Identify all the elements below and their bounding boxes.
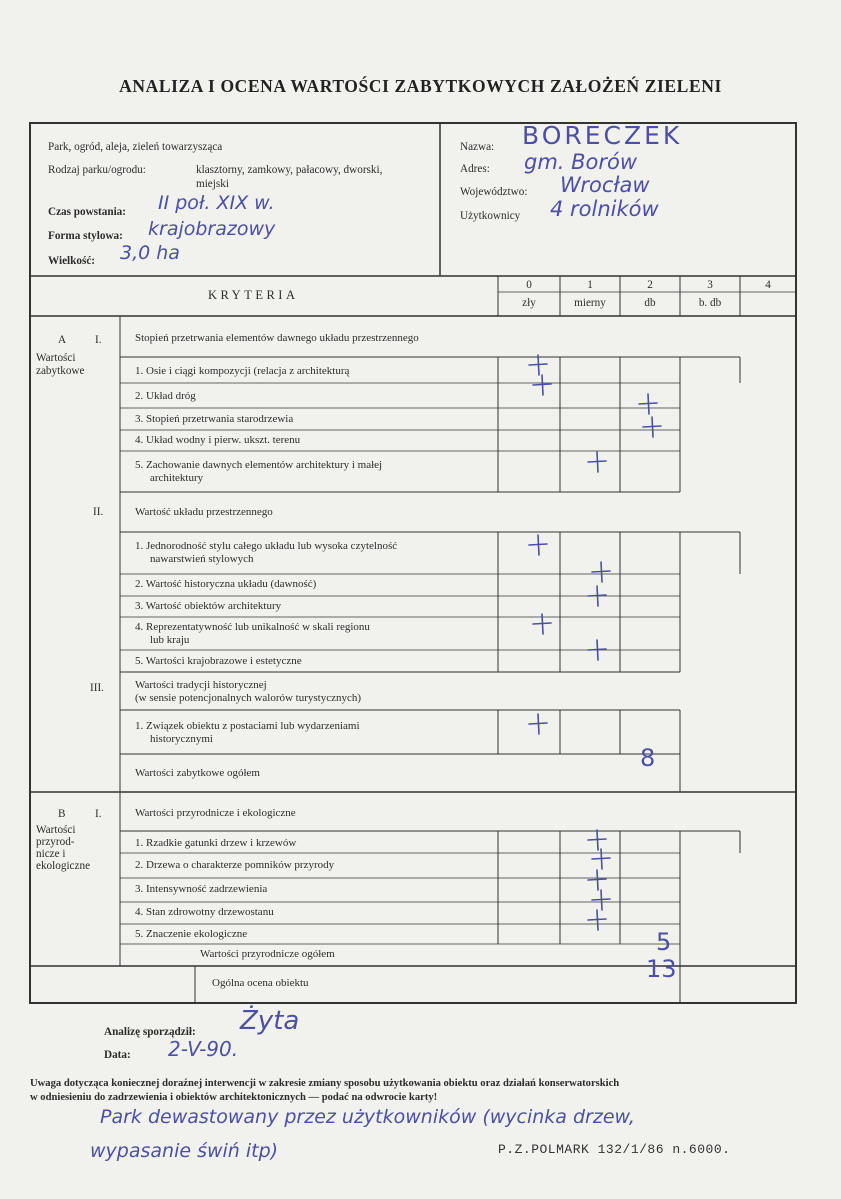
rating-marks: [529, 355, 661, 930]
rodzaj-options-2: miejski: [196, 178, 229, 190]
nazwa-value: BORECZEK: [522, 121, 683, 150]
data-label: Data:: [104, 1049, 131, 1061]
a2-item-1: 1. Jednorodność stylu całego układu lub wysoka czytelność: [135, 540, 398, 552]
a3-heading-2: (w sensie potencjonalnych walorów turystycznych): [135, 692, 362, 704]
a3-heading: Wartości tradycji historycznej: [135, 679, 267, 691]
section-b-title-2: przyrod-: [36, 836, 75, 848]
overall-value: 13: [646, 955, 677, 983]
a1-item-2: 2. Układ dróg: [135, 390, 196, 402]
scale-number-2: 2: [647, 279, 653, 291]
mark-a1-5: [588, 452, 606, 472]
a2-item-4: 4. Reprezentatywność lub unikalność w skali regionu: [135, 621, 370, 633]
section-a-title-2: zabytkowe: [36, 365, 85, 377]
a2-item-4-cont: lub kraju: [150, 634, 190, 646]
rodzaj-options: klasztorny, zamkowy, pałacowy, dworski,: [196, 164, 383, 176]
a-total-value: 8: [640, 744, 656, 772]
kryteria-label: KRYTERIA: [208, 288, 299, 302]
scale-name-3: b. db: [698, 297, 722, 309]
mark-a3-1: [529, 714, 547, 734]
type-line: Park, ogród, aleja, zieleń towarzysząca: [48, 141, 223, 153]
mark-b1-3: [588, 870, 606, 890]
b-total-value: 5: [656, 928, 672, 956]
a1-item-5-cont: architektury: [150, 472, 204, 484]
section-b-letter: B: [58, 808, 66, 820]
section-b-title: Wartości: [36, 824, 76, 836]
scale-name-0: zły: [522, 297, 536, 309]
a1-item-3: 3. Stopień przetrwania starodrzewia: [135, 413, 294, 425]
mark-a1-1: [529, 355, 547, 375]
uzyt-value: 4 rolników: [550, 197, 659, 221]
scale-number-4: 4: [765, 279, 771, 291]
b1-item-4: 4. Stan zdrowotny drzewostanu: [135, 906, 274, 918]
a-total-label: Wartości zabytkowe ogółem: [135, 767, 260, 779]
uzyt-label: Użytkownicy: [460, 210, 521, 222]
forma-label: Forma stylowa:: [48, 230, 123, 242]
wielkosc-value: 3,0 ha: [120, 242, 180, 264]
analiza-label: Analizę sporządził:: [104, 1026, 196, 1038]
b-total-label: Wartości przyrodnicze ogółem: [200, 948, 335, 960]
scale-number-3: 3: [707, 279, 713, 291]
b1-item-1: 1. Rzadkie gatunki drzew i krzewów: [135, 837, 297, 849]
adres-label: Adres:: [460, 163, 490, 175]
woj-label: Województwo:: [460, 186, 528, 198]
b1-item-3: 3. Intensywność zadrzewienia: [135, 883, 268, 895]
b1-heading: Wartości przyrodnicze i ekologiczne: [135, 807, 296, 819]
czas-value: II poł. XIX w.: [158, 192, 275, 214]
uwaga-line-1: Uwaga dotycząca koniecznej doraźnej interwencji w zakresie zmiany sposobu użytkowania obiektu oraz działań konserwatorskich: [30, 1078, 620, 1089]
section-a-title: Wartości: [36, 352, 76, 364]
a1-item-5: 5. Zachowanie dawnych elementów architektury i małej: [135, 459, 383, 471]
wielkosc-label: Wielkość:: [48, 255, 96, 267]
document-title: ANALIZA I OCENA WARTOŚCI ZABYTKOWYCH ZAŁOŻEŃ ZIELENI: [119, 76, 722, 96]
section-a-letter: A: [58, 334, 67, 346]
scale-number-0: 0: [526, 279, 532, 291]
mark-a2-2: [592, 562, 610, 582]
a2-item-5: 5. Wartości krajobrazowe i estetyczne: [135, 655, 302, 667]
czas-label: Czas powstania:: [48, 206, 127, 218]
b1-item-2: 2. Drzewa o charakterze pomników przyrody: [135, 859, 335, 871]
mark-b1-5: [588, 910, 606, 930]
analiza-signature: Żyta: [240, 1006, 300, 1036]
a1-item-4: 4. Układ wodny i pierw. ukszt. terenu: [135, 434, 301, 446]
forma-value: krajobrazowy: [148, 218, 276, 240]
rodzaj-label: Rodzaj parku/ogrodu:: [48, 164, 146, 176]
a1-heading: Stopień przetrwania elementów dawnego układu przestrzennego: [135, 332, 419, 344]
mark-a2-1: [529, 535, 547, 555]
mark-b1-4: [592, 890, 610, 910]
a3-item-1: 1. Związek obiektu z postaciami lub wydarzeniami: [135, 720, 360, 732]
uwaga-line-2: w odniesieniu do zadrzewienia i obiektów architektonicznych — podać na odwrocie karty!: [30, 1092, 438, 1103]
a2-item-3: 3. Wartość obiektów architektury: [135, 600, 282, 612]
adres-value: gm. Borów: [524, 150, 638, 174]
mark-b1-2: [592, 849, 610, 869]
a1-item-1: 1. Osie i ciągi kompozycji (relacja z architekturą: [135, 365, 350, 377]
print-code: P.Z.POLMARK 132/1/86 n.6000.: [498, 1142, 731, 1157]
section-b-roman: I.: [95, 808, 102, 820]
a2-item-1-cont: nawarstwień stylowych: [150, 553, 254, 565]
scale-number-1: 1: [587, 279, 593, 291]
mark-a1-3: [639, 394, 657, 414]
b1-item-5: 5. Znaczenie ekologiczne: [135, 928, 248, 940]
mark-b1-1: [588, 830, 606, 850]
scale-name-2: db: [644, 297, 656, 309]
data-value: 2-V-90.: [168, 1037, 239, 1061]
section-a-roman: I.: [95, 334, 102, 346]
woj-value: Wrocław: [560, 173, 650, 197]
a2-item-2: 2. Wartość historyczna układu (dawność): [135, 578, 317, 590]
handwritten-note-2: wypasanie świń itp): [90, 1140, 279, 1162]
nazwa-label: Nazwa:: [460, 141, 495, 153]
section-b-title-4: ekologiczne: [36, 860, 91, 872]
a2-heading: Wartość układu przestrzennego: [135, 506, 273, 518]
a3-item-1-cont: historycznymi: [150, 733, 213, 745]
mark-a1-4: [643, 417, 661, 437]
section-a3-roman: III.: [90, 682, 104, 694]
overall-label: Ogólna ocena obiektu: [212, 977, 309, 989]
section-a2-roman: II.: [93, 506, 104, 518]
section-b-title-3: nicze i: [36, 848, 66, 860]
handwritten-note-1: Park dewastowany przez użytkowników (wycinka drzew,: [100, 1106, 635, 1128]
scale-name-1: mierny: [574, 297, 606, 309]
mark-a1-2: [533, 375, 551, 395]
